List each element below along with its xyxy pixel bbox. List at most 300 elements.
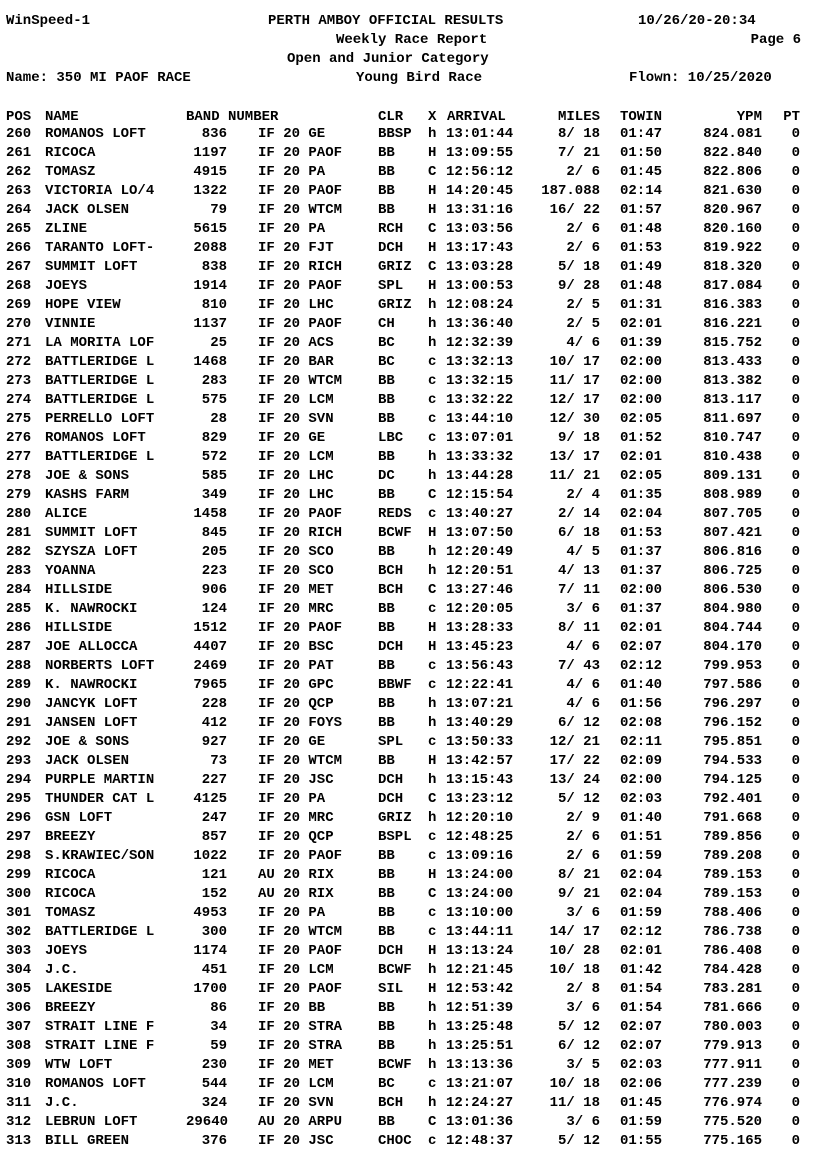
towin-cell: 01:55 bbox=[620, 1133, 663, 1149]
ypm-cell: 786.738 bbox=[703, 924, 762, 940]
band-id-cell: IF 20 JSC bbox=[258, 1133, 334, 1149]
ypm-cell: 808.989 bbox=[703, 487, 762, 503]
pt-cell: 0 bbox=[791, 487, 800, 503]
band-id-cell: IF 20 WTCM bbox=[258, 373, 343, 389]
table-row bbox=[0, 1113, 814, 1132]
table-row bbox=[0, 1056, 814, 1075]
band-id-cell: IF 20 PA bbox=[258, 791, 326, 807]
report-subtitle: Weekly Race Report bbox=[336, 32, 488, 48]
arrival-cell: 14:20:45 bbox=[446, 183, 514, 199]
band-cell: 59 bbox=[210, 1038, 227, 1054]
table-row bbox=[0, 429, 814, 448]
band-id-cell: IF 20 SCO bbox=[258, 563, 334, 579]
table-row bbox=[0, 980, 814, 999]
pos-cell: 273 bbox=[6, 373, 32, 389]
pt-cell: 0 bbox=[791, 734, 800, 750]
towin-cell: 01:59 bbox=[620, 905, 663, 921]
table-row bbox=[0, 733, 814, 752]
arrival-cell: 13:13:24 bbox=[446, 943, 514, 959]
miles-cell: 10/ 17 bbox=[549, 354, 600, 370]
pos-cell: 300 bbox=[6, 886, 32, 902]
arrival-cell: 13:32:13 bbox=[446, 354, 514, 370]
name-cell: BATTLERIDGE L bbox=[45, 392, 155, 408]
band-id-cell: IF 20 PA bbox=[258, 905, 326, 921]
miles-cell: 10/ 18 bbox=[549, 1076, 600, 1092]
towin-cell: 02:04 bbox=[620, 506, 663, 522]
x-cell: H bbox=[428, 639, 437, 655]
band-id-cell: IF 20 PAOF bbox=[258, 620, 343, 636]
band-cell: 227 bbox=[201, 772, 227, 788]
pos-cell: 295 bbox=[6, 791, 32, 807]
header-line-2 bbox=[0, 31, 814, 50]
band-cell: 230 bbox=[201, 1057, 227, 1073]
ypm-cell: 811.697 bbox=[703, 411, 762, 427]
x-cell: H bbox=[428, 525, 437, 541]
pt-cell: 0 bbox=[791, 1095, 800, 1111]
pos-cell: 294 bbox=[6, 772, 32, 788]
miles-cell: 10/ 18 bbox=[549, 962, 600, 978]
x-cell: H bbox=[428, 145, 437, 161]
name-cell: STRAIT LINE F bbox=[45, 1038, 155, 1054]
clr-cell: DCH bbox=[378, 943, 404, 959]
pt-cell: 0 bbox=[791, 829, 800, 845]
pos-cell: 265 bbox=[6, 221, 32, 237]
band-id-cell: AU 20 RIX bbox=[258, 867, 334, 883]
name-cell: J.C. bbox=[45, 1095, 79, 1111]
pos-cell: 303 bbox=[6, 943, 32, 959]
x-cell: h bbox=[428, 126, 437, 142]
table-row bbox=[0, 695, 814, 714]
band-cell: 585 bbox=[201, 468, 227, 484]
pos-cell: 310 bbox=[6, 1076, 32, 1092]
name-cell: TOMASZ bbox=[45, 905, 96, 921]
name-cell: S.KRAWIEC/SON bbox=[45, 848, 155, 864]
name-cell: VICTORIA LO/4 bbox=[45, 183, 155, 199]
arrival-cell: 13:15:43 bbox=[446, 772, 514, 788]
miles-cell: 12/ 30 bbox=[549, 411, 600, 427]
pos-cell: 260 bbox=[6, 126, 32, 142]
name-cell: THUNDER CAT L bbox=[45, 791, 155, 807]
table-row bbox=[0, 676, 814, 695]
table-row bbox=[0, 866, 814, 885]
name-cell: JANSEN LOFT bbox=[45, 715, 138, 731]
band-id-cell: IF 20 WTCM bbox=[258, 924, 343, 940]
arrival-cell: 12:32:39 bbox=[446, 335, 514, 351]
name-cell: K. NAWROCKI bbox=[45, 601, 138, 617]
x-cell: h bbox=[428, 715, 437, 731]
name-cell: BREEZY bbox=[45, 1000, 96, 1016]
table-row bbox=[0, 467, 814, 486]
pos-cell: 286 bbox=[6, 620, 32, 636]
clr-cell: BBWF bbox=[378, 677, 412, 693]
col-band: BAND NUMBER bbox=[186, 109, 279, 125]
pos-cell: 306 bbox=[6, 1000, 32, 1016]
arrival-cell: 13:25:48 bbox=[446, 1019, 514, 1035]
pt-cell: 0 bbox=[791, 544, 800, 560]
band-cell: 86 bbox=[210, 1000, 227, 1016]
table-row bbox=[0, 809, 814, 828]
miles-cell: 2/ 6 bbox=[566, 221, 600, 237]
name-cell: BREEZY bbox=[45, 829, 96, 845]
miles-cell: 5/ 12 bbox=[557, 1019, 600, 1035]
x-cell: C bbox=[428, 886, 437, 902]
towin-cell: 01:40 bbox=[620, 677, 663, 693]
band-cell: 28 bbox=[210, 411, 227, 427]
pt-cell: 0 bbox=[791, 468, 800, 484]
table-row bbox=[0, 543, 814, 562]
arrival-cell: 13:50:33 bbox=[446, 734, 514, 750]
arrival-cell: 12:48:37 bbox=[446, 1133, 514, 1149]
x-cell: c bbox=[428, 392, 437, 408]
clr-cell: DCH bbox=[378, 772, 404, 788]
clr-cell: BC bbox=[378, 354, 395, 370]
table-row bbox=[0, 1037, 814, 1056]
arrival-cell: 13:09:55 bbox=[446, 145, 514, 161]
miles-cell: 2/ 6 bbox=[566, 240, 600, 256]
pos-cell: 279 bbox=[6, 487, 32, 503]
band-id-cell: IF 20 PAOF bbox=[258, 316, 343, 332]
miles-cell: 7/ 11 bbox=[557, 582, 600, 598]
arrival-cell: 13:32:22 bbox=[446, 392, 514, 408]
band-id-cell: IF 20 BSC bbox=[258, 639, 334, 655]
miles-cell: 8/ 21 bbox=[557, 867, 600, 883]
col-ypm: YPM bbox=[736, 109, 762, 125]
band-cell: 1322 bbox=[193, 183, 227, 199]
miles-cell: 5/ 12 bbox=[557, 1133, 600, 1149]
arrival-cell: 12:48:25 bbox=[446, 829, 514, 845]
towin-cell: 01:37 bbox=[620, 563, 663, 579]
x-cell: h bbox=[428, 1038, 437, 1054]
band-cell: 829 bbox=[201, 430, 227, 446]
pos-cell: 261 bbox=[6, 145, 32, 161]
band-cell: 1197 bbox=[193, 145, 227, 161]
x-cell: c bbox=[428, 848, 437, 864]
pos-cell: 278 bbox=[6, 468, 32, 484]
ypm-cell: 780.003 bbox=[703, 1019, 762, 1035]
ypm-cell: 822.806 bbox=[703, 164, 762, 180]
band-id-cell: IF 20 MRC bbox=[258, 601, 334, 617]
table-row bbox=[0, 714, 814, 733]
towin-cell: 01:45 bbox=[620, 1095, 663, 1111]
towin-cell: 02:00 bbox=[620, 354, 663, 370]
pos-cell: 280 bbox=[6, 506, 32, 522]
clr-cell: GRIZ bbox=[378, 259, 412, 275]
band-cell: 29640 bbox=[186, 1114, 229, 1130]
miles-cell: 2/ 6 bbox=[566, 164, 600, 180]
name-cell: SZYSZA LOFT bbox=[45, 544, 138, 560]
band-cell: 34 bbox=[210, 1019, 227, 1035]
name-cell: ZLINE bbox=[45, 221, 88, 237]
miles-cell: 3/ 6 bbox=[566, 905, 600, 921]
table-row bbox=[0, 125, 814, 144]
miles-cell: 9/ 28 bbox=[557, 278, 600, 294]
pt-cell: 0 bbox=[791, 1114, 800, 1130]
band-cell: 1022 bbox=[193, 848, 227, 864]
towin-cell: 01:39 bbox=[620, 335, 663, 351]
name-cell: BILL GREEN bbox=[45, 1133, 130, 1149]
band-cell: 4953 bbox=[193, 905, 227, 921]
x-cell: c bbox=[428, 924, 437, 940]
x-cell: h bbox=[428, 696, 437, 712]
name-cell: HILLSIDE bbox=[45, 582, 113, 598]
band-cell: 451 bbox=[201, 962, 227, 978]
towin-cell: 02:05 bbox=[620, 468, 663, 484]
report-category: Open and Junior Category bbox=[287, 51, 489, 67]
band-cell: 247 bbox=[201, 810, 227, 826]
table-row bbox=[0, 163, 814, 182]
x-cell: c bbox=[428, 411, 437, 427]
band-cell: 4915 bbox=[193, 164, 227, 180]
pos-cell: 292 bbox=[6, 734, 32, 750]
pt-cell: 0 bbox=[791, 430, 800, 446]
towin-cell: 02:00 bbox=[620, 772, 663, 788]
clr-cell: BB bbox=[378, 867, 395, 883]
col-name: NAME bbox=[45, 109, 79, 125]
arrival-cell: 13:25:51 bbox=[446, 1038, 514, 1054]
clr-cell: BB bbox=[378, 658, 395, 674]
pt-cell: 0 bbox=[791, 924, 800, 940]
band-cell: 228 bbox=[201, 696, 227, 712]
clr-cell: BB bbox=[378, 1019, 395, 1035]
name-cell: LEBRUN LOFT bbox=[45, 1114, 138, 1130]
miles-cell: 9/ 18 bbox=[557, 430, 600, 446]
band-id-cell: IF 20 LHC bbox=[258, 468, 334, 484]
col-pt: PT bbox=[783, 109, 800, 125]
x-cell: c bbox=[428, 601, 437, 617]
table-row bbox=[0, 448, 814, 467]
pt-cell: 0 bbox=[791, 1057, 800, 1073]
band-cell: 572 bbox=[201, 449, 227, 465]
band-id-cell: IF 20 WTCM bbox=[258, 753, 343, 769]
towin-cell: 02:07 bbox=[620, 1019, 663, 1035]
table-row bbox=[0, 315, 814, 334]
arrival-cell: 13:01:44 bbox=[446, 126, 514, 142]
pt-cell: 0 bbox=[791, 867, 800, 883]
arrival-cell: 13:40:27 bbox=[446, 506, 514, 522]
name-cell: HILLSIDE bbox=[45, 620, 113, 636]
ypm-cell: 797.586 bbox=[703, 677, 762, 693]
towin-cell: 01:57 bbox=[620, 202, 663, 218]
towin-cell: 01:56 bbox=[620, 696, 663, 712]
table-row bbox=[0, 752, 814, 771]
header-line-4 bbox=[0, 69, 814, 88]
miles-cell: 10/ 28 bbox=[549, 943, 600, 959]
table-row bbox=[0, 334, 814, 353]
pt-cell: 0 bbox=[791, 259, 800, 275]
ypm-cell: 779.913 bbox=[703, 1038, 762, 1054]
band-id-cell: IF 20 PAOF bbox=[258, 278, 343, 294]
clr-cell: BC bbox=[378, 1076, 395, 1092]
x-cell: h bbox=[428, 544, 437, 560]
arrival-cell: 13:56:43 bbox=[446, 658, 514, 674]
band-id-cell: IF 20 RICH bbox=[258, 525, 343, 541]
ypm-cell: 788.406 bbox=[703, 905, 762, 921]
ypm-cell: 796.297 bbox=[703, 696, 762, 712]
towin-cell: 01:59 bbox=[620, 848, 663, 864]
towin-cell: 02:00 bbox=[620, 392, 663, 408]
clr-cell: BB bbox=[378, 392, 395, 408]
arrival-cell: 13:24:00 bbox=[446, 867, 514, 883]
table-row bbox=[0, 638, 814, 657]
band-id-cell: IF 20 PAT bbox=[258, 658, 334, 674]
clr-cell: SIL bbox=[378, 981, 404, 997]
x-cell: h bbox=[428, 297, 437, 313]
ypm-cell: 807.705 bbox=[703, 506, 762, 522]
pt-cell: 0 bbox=[791, 1038, 800, 1054]
ypm-cell: 813.382 bbox=[703, 373, 762, 389]
pt-cell: 0 bbox=[791, 525, 800, 541]
miles-cell: 4/ 6 bbox=[566, 335, 600, 351]
col-pos: POS bbox=[6, 109, 32, 125]
towin-cell: 01:31 bbox=[620, 297, 663, 313]
band-cell: 7965 bbox=[193, 677, 227, 693]
clr-cell: BCH bbox=[378, 563, 404, 579]
name-cell: STRAIT LINE F bbox=[45, 1019, 155, 1035]
pos-cell: 284 bbox=[6, 582, 32, 598]
pos-cell: 299 bbox=[6, 867, 32, 883]
ypm-cell: 789.153 bbox=[703, 867, 762, 883]
miles-cell: 17/ 22 bbox=[549, 753, 600, 769]
name-cell: BATTLERIDGE L bbox=[45, 449, 155, 465]
name-cell: KASHS FARM bbox=[45, 487, 130, 503]
band-cell: 1468 bbox=[193, 354, 227, 370]
ypm-cell: 777.239 bbox=[703, 1076, 762, 1092]
x-cell: C bbox=[428, 221, 437, 237]
pos-cell: 298 bbox=[6, 848, 32, 864]
miles-cell: 13/ 24 bbox=[549, 772, 600, 788]
name-cell: ROMANOS LOFT bbox=[45, 1076, 146, 1092]
pt-cell: 0 bbox=[791, 962, 800, 978]
band-id-cell: IF 20 STRA bbox=[258, 1019, 343, 1035]
clr-cell: BB bbox=[378, 696, 395, 712]
band-id-cell: IF 20 PAOF bbox=[258, 145, 343, 161]
ypm-cell: 804.170 bbox=[703, 639, 762, 655]
band-id-cell: IF 20 PAOF bbox=[258, 943, 343, 959]
arrival-cell: 12:21:45 bbox=[446, 962, 514, 978]
clr-cell: BB bbox=[378, 202, 395, 218]
name-cell: K. NAWROCKI bbox=[45, 677, 138, 693]
clr-cell: BB bbox=[378, 924, 395, 940]
table-row bbox=[0, 961, 814, 980]
x-cell: H bbox=[428, 278, 437, 294]
arrival-cell: 13:03:56 bbox=[446, 221, 514, 237]
miles-cell: 11/ 17 bbox=[549, 373, 600, 389]
miles-cell: 2/ 5 bbox=[566, 297, 600, 313]
x-cell: H bbox=[428, 183, 437, 199]
x-cell: c bbox=[428, 1076, 437, 1092]
clr-cell: BB bbox=[378, 753, 395, 769]
band-cell: 845 bbox=[201, 525, 227, 541]
pt-cell: 0 bbox=[791, 582, 800, 598]
towin-cell: 01:42 bbox=[620, 962, 663, 978]
band-id-cell: IF 20 RICH bbox=[258, 259, 343, 275]
miles-cell: 7/ 43 bbox=[557, 658, 600, 674]
band-id-cell: IF 20 MET bbox=[258, 1057, 334, 1073]
band-cell: 79 bbox=[210, 202, 227, 218]
clr-cell: BB bbox=[378, 1000, 395, 1016]
towin-cell: 02:01 bbox=[620, 943, 663, 959]
arrival-cell: 13:07:01 bbox=[446, 430, 514, 446]
table-row bbox=[0, 600, 814, 619]
band-id-cell: IF 20 JSC bbox=[258, 772, 334, 788]
pos-cell: 274 bbox=[6, 392, 32, 408]
name-cell: VINNIE bbox=[45, 316, 96, 332]
arrival-cell: 13:17:43 bbox=[446, 240, 514, 256]
clr-cell: BCH bbox=[378, 1095, 404, 1111]
clr-cell: BB bbox=[378, 373, 395, 389]
ypm-cell: 789.153 bbox=[703, 886, 762, 902]
pos-cell: 277 bbox=[6, 449, 32, 465]
pt-cell: 0 bbox=[791, 316, 800, 332]
ypm-cell: 781.666 bbox=[703, 1000, 762, 1016]
clr-cell: SPL bbox=[378, 278, 404, 294]
miles-cell: 16/ 22 bbox=[549, 202, 600, 218]
clr-cell: LBC bbox=[378, 430, 404, 446]
pt-cell: 0 bbox=[791, 240, 800, 256]
band-cell: 152 bbox=[201, 886, 227, 902]
ypm-cell: 806.530 bbox=[703, 582, 762, 598]
name-cell: PERRELLO LOFT bbox=[45, 411, 155, 427]
table-row bbox=[0, 1132, 814, 1151]
ypm-cell: 818.320 bbox=[703, 259, 762, 275]
x-cell: c bbox=[428, 829, 437, 845]
ypm-cell: 775.165 bbox=[703, 1133, 762, 1149]
miles-cell: 2/ 4 bbox=[566, 487, 600, 503]
towin-cell: 02:06 bbox=[620, 1076, 663, 1092]
arrival-cell: 13:45:23 bbox=[446, 639, 514, 655]
pt-cell: 0 bbox=[791, 354, 800, 370]
pt-cell: 0 bbox=[791, 791, 800, 807]
pos-cell: 272 bbox=[6, 354, 32, 370]
table-row bbox=[0, 144, 814, 163]
band-id-cell: IF 20 SVN bbox=[258, 1095, 334, 1111]
miles-cell: 2/ 9 bbox=[566, 810, 600, 826]
name-cell: LAKESIDE bbox=[45, 981, 113, 997]
miles-cell: 2/ 6 bbox=[566, 848, 600, 864]
towin-cell: 01:48 bbox=[620, 278, 663, 294]
pos-cell: 281 bbox=[6, 525, 32, 541]
ypm-cell: 794.125 bbox=[703, 772, 762, 788]
band-cell: 575 bbox=[201, 392, 227, 408]
towin-cell: 02:11 bbox=[620, 734, 663, 750]
band-cell: 810 bbox=[201, 297, 227, 313]
x-cell: h bbox=[428, 1019, 437, 1035]
x-cell: C bbox=[428, 164, 437, 180]
towin-cell: 02:00 bbox=[620, 582, 663, 598]
x-cell: C bbox=[428, 487, 437, 503]
band-id-cell: IF 20 PAOF bbox=[258, 848, 343, 864]
name-cell: ROMANOS LOFT bbox=[45, 430, 146, 446]
arrival-cell: 12:20:49 bbox=[446, 544, 514, 560]
arrival-cell: 13:13:36 bbox=[446, 1057, 514, 1073]
pt-cell: 0 bbox=[791, 905, 800, 921]
arrival-cell: 12:20:51 bbox=[446, 563, 514, 579]
name-cell: SUMMIT LOFT bbox=[45, 525, 138, 541]
arrival-cell: 12:20:05 bbox=[446, 601, 514, 617]
ypm-cell: 813.117 bbox=[703, 392, 762, 408]
band-cell: 4125 bbox=[193, 791, 227, 807]
arrival-cell: 13:36:40 bbox=[446, 316, 514, 332]
towin-cell: 01:53 bbox=[620, 240, 663, 256]
x-cell: c bbox=[428, 430, 437, 446]
report-datetime: 10/26/20-20:34 bbox=[638, 13, 756, 29]
x-cell: C bbox=[428, 1114, 437, 1130]
name-cell: JACK OLSEN bbox=[45, 202, 130, 218]
table-row bbox=[0, 296, 814, 315]
table-row bbox=[0, 923, 814, 942]
arrival-cell: 12:53:42 bbox=[446, 981, 514, 997]
clr-cell: REDS bbox=[378, 506, 412, 522]
